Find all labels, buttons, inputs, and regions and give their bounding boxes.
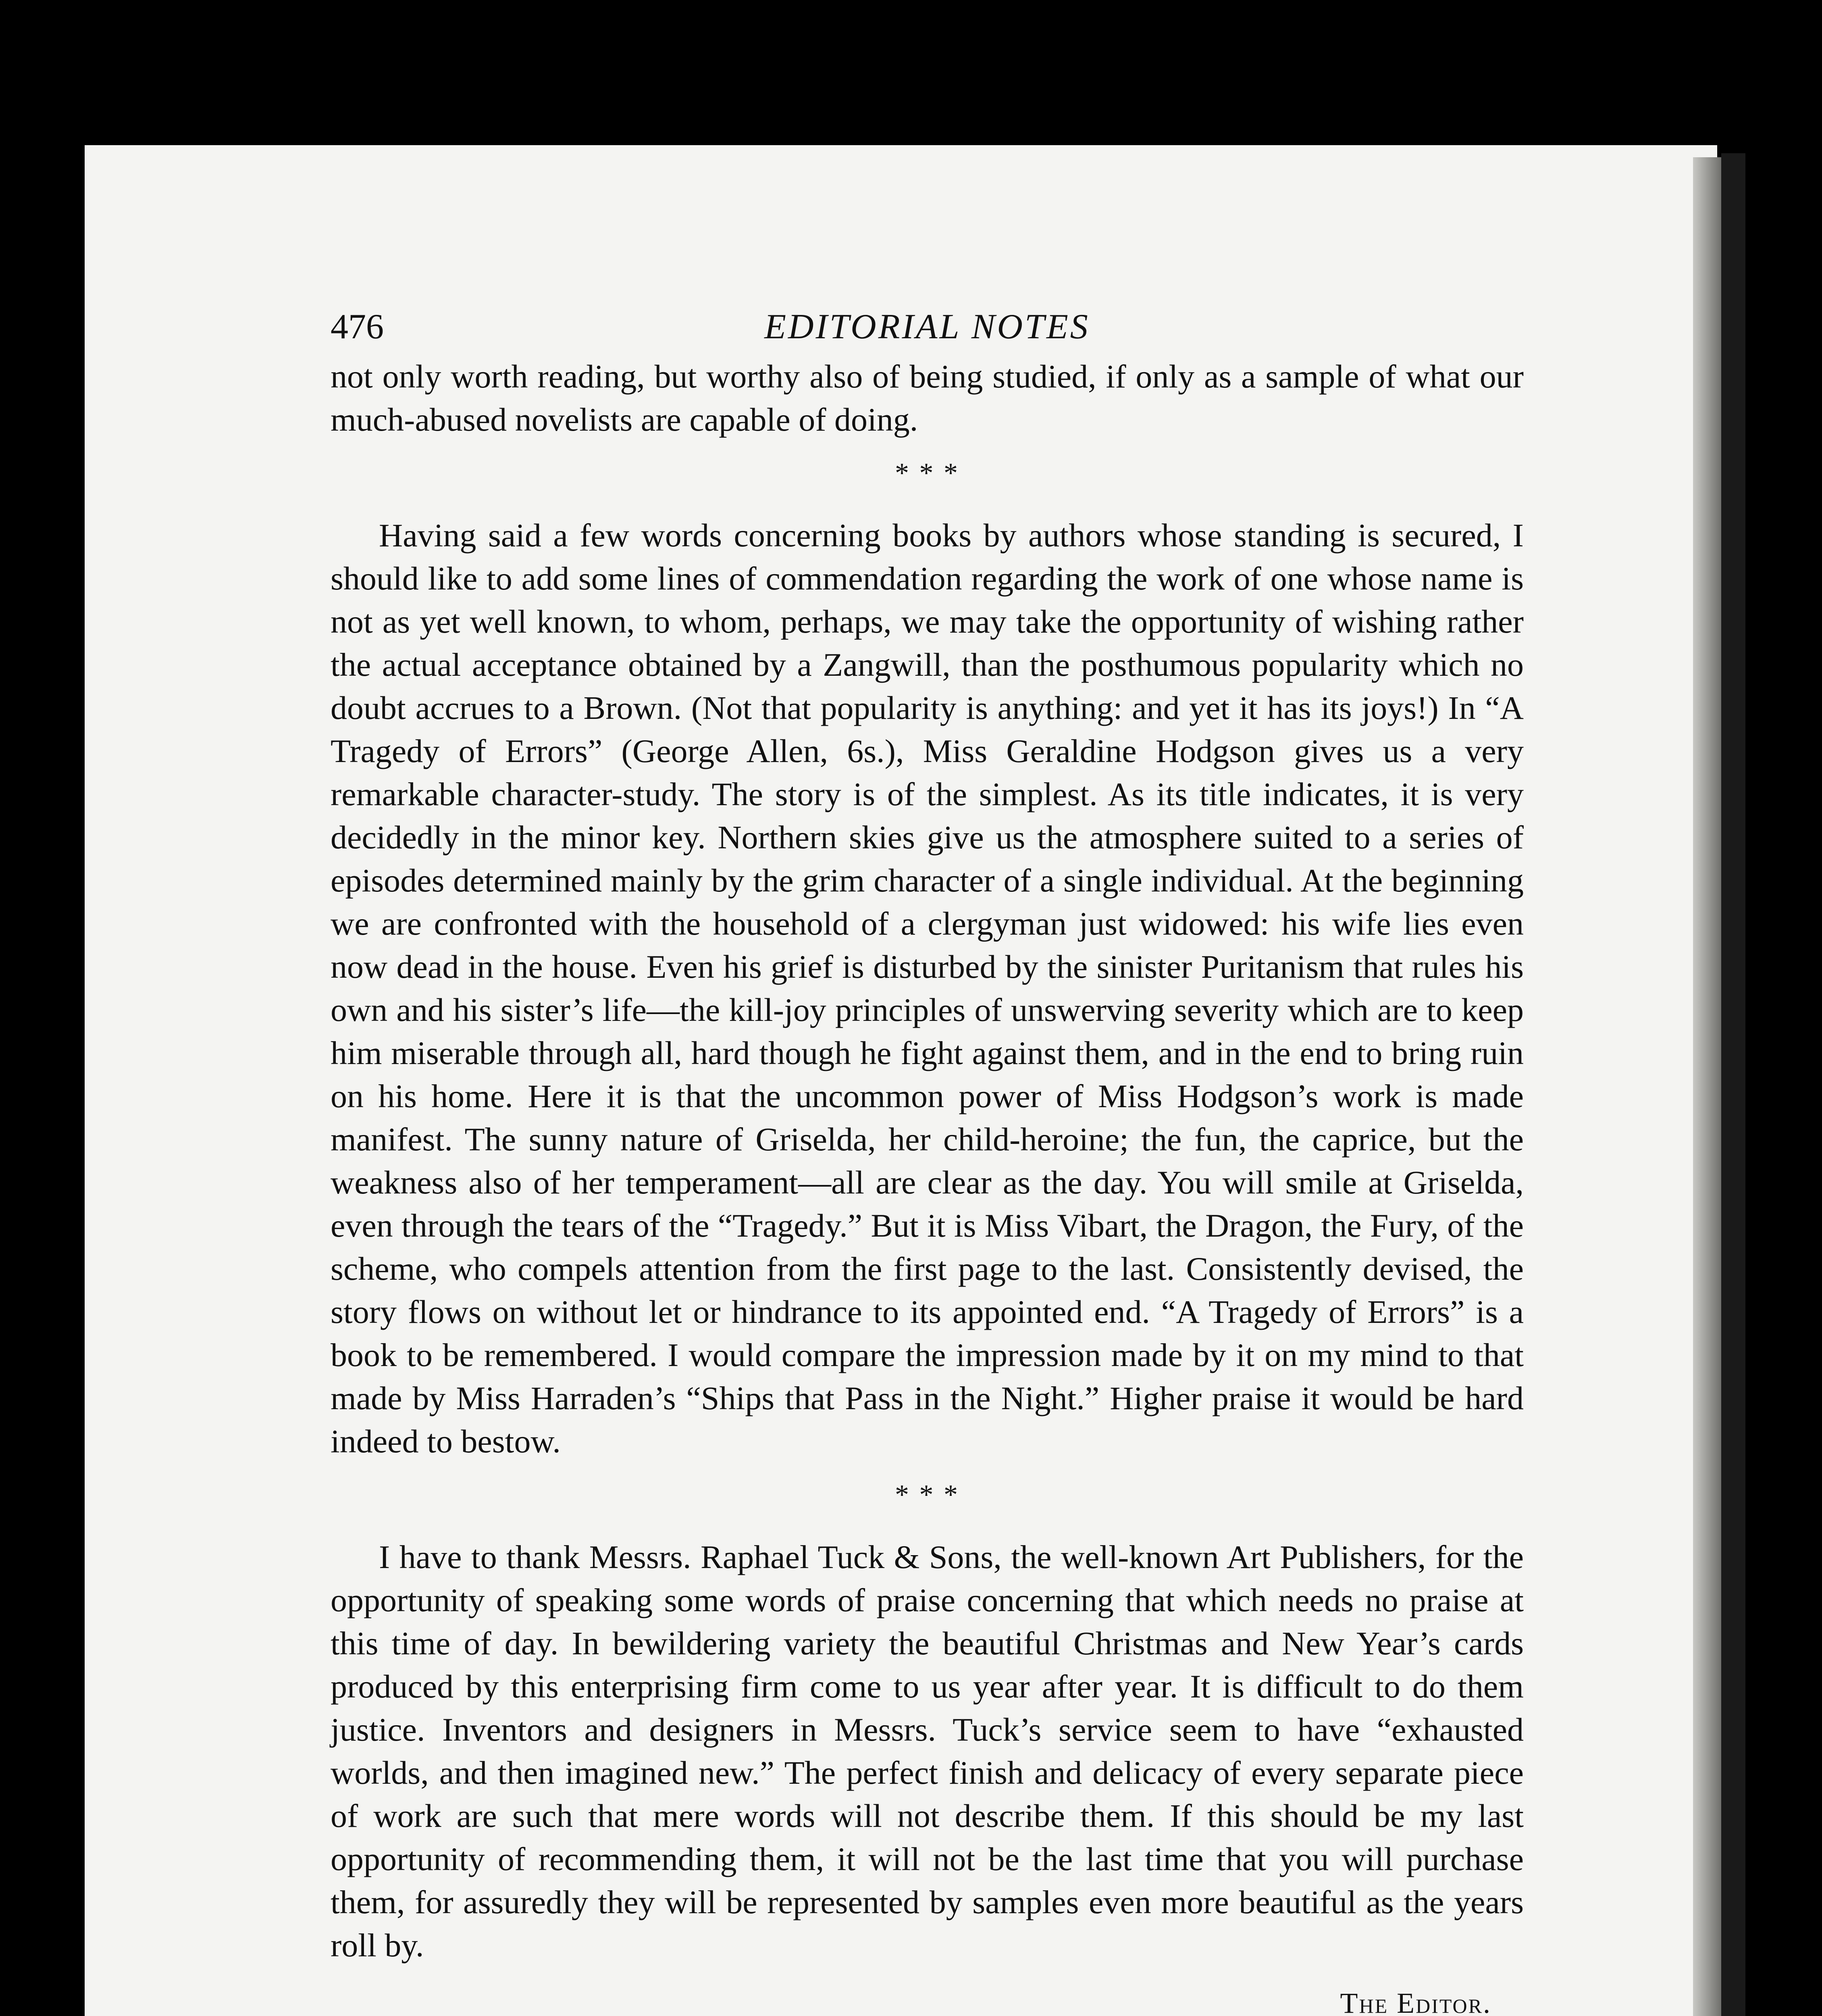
page-number: 476 bbox=[331, 307, 384, 346]
paragraph-continuation: not only worth reading, but worthy also of being studied, if only as a sample of what our much-abused novelists are capable of doing. bbox=[331, 358, 1524, 438]
paragraph-thanks: I have to thank Messrs. Raphael Tuck & Sons, the well-known Art Publishers, for the opportunity of speaking some words of praise concerning that which needs no praise at this time of day. In bewildering variety the beautiful Christmas and New Year’s cards produced by this enterprising firm come to us year after year. It is difficult to do them justice. Inventors and designers in Messrs. Tuck’s service seem to have “exhausted worlds, and then imagined new.” The perfect finish and delicacy of every separate piece of work are such that mere words will not describe them. If this should be my last opportunity of recommending them, it will not be the last time that you will purchase them, for assuredly they will be represented by samples even more beautiful as the years roll by. bbox=[331, 1539, 1524, 1964]
editor-signature: The Editor. bbox=[1340, 1987, 1491, 2016]
page-edge bbox=[1721, 153, 1745, 2016]
section-separator: * * * bbox=[895, 1479, 959, 1510]
text-block bbox=[331, 306, 1524, 2016]
running-title: EDITORIAL NOTES bbox=[764, 307, 1090, 346]
paragraph-review: Having said a few words concerning books by authors whose standing is secured, I should like to add some lines of commendation regarding the work of one whose name is not as yet well known, to whom, perhaps, we may take the opportunity of wishing rather the actual acceptance obtained by a Zangwill, than the posthumous popularity which no doubt accrues to a Brown. (Not that popularity is anything: and yet it has its joys!) In “A Tragedy of Errors” (George Allen, 6s.), Miss Geraldine Hodgson gives us a very remarkable character-study. The story is of the simplest. As its title indicates, it is very decidedly in the minor key. Northern skies give us the atmosphere suited to a series of episodes determined mainly by the grim character of a single individual. At the beginning we are confronted with the household of a clergyman just widowed: his wife lies even now dead in the house. Even his grief is disturbed by the sinister Puritanism that rules his own and his sister’s life—the kill-joy principles of unswerving severity which are to keep him miserable through all, hard though he fight against them, and in the end to bring ruin on his home. Here it is that the uncommon power of Miss Hodgson’s work is made manifest. The sunny nature of Griselda, her child-heroine; the fun, the caprice, but the weakness also of her temperament—all are clear as the day. You will smile at Griselda, even through the tears of the “Tragedy.” But it is Miss Vibart, the Dragon, the Fury, of the scheme, who compels attention from the first page to the last. Consistently devised, the story flows on without let or hindrance to its appointed end. “A Tragedy of Errors” is a book to be remembered. I would compare the impression made by it on my mind to that made by Miss Harraden’s “Ships that Pass in the Night.” Higher praise it would be hard indeed to bestow. bbox=[331, 517, 1524, 1460]
section-separator: * * * bbox=[895, 458, 959, 489]
running-head bbox=[331, 306, 1524, 355]
